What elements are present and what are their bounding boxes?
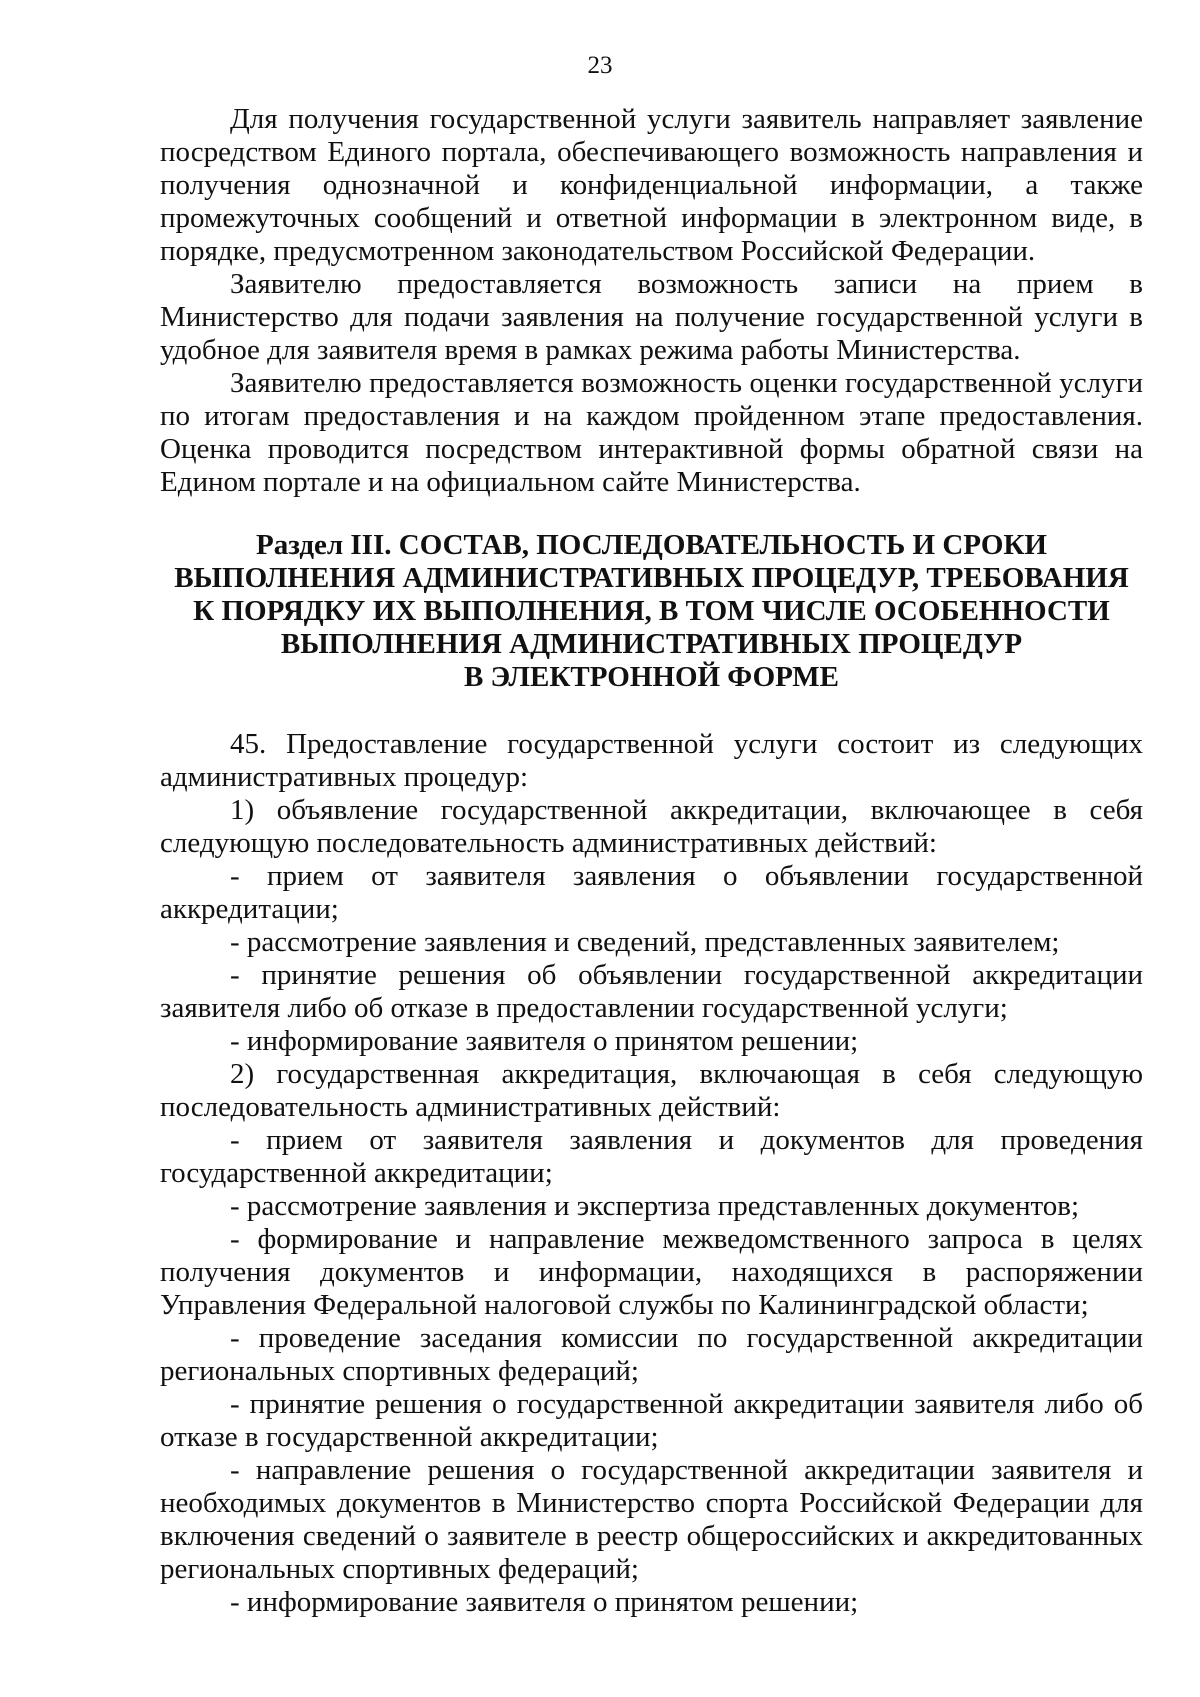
list-item-action: - рассмотрение заявления и экспертиза представленных документов; xyxy=(230,1190,1080,1222)
list-item-action: - принятие решения об объявлении государственной аккредитации заявителя либо об отказе в предоставлении государственной услуги; xyxy=(160,959,1143,1024)
document-body xyxy=(160,103,1143,1619)
section-heading-line: ВЫПОЛНЕНИЯ АДМИНИСТРАТИВНЫХ ПРОЦЕДУР, ТРЕБОВАНИЯ xyxy=(174,562,1129,594)
section-heading xyxy=(160,529,1143,694)
list-item-action: - прием от заявителя заявления о объявлении государственной аккредитации; xyxy=(160,860,1143,925)
list-item-action: - информирование заявителя о принятом решении; xyxy=(230,1586,859,1618)
list-item-action: - прием от заявителя заявления и документов для проведения государственной аккредитации; xyxy=(160,1124,1143,1189)
list-item-action: - формирование и направление межведомственного запроса в целях получения документов и информации, находящихся в распоряжении Управления Федеральной налоговой службы по Калининградской области; xyxy=(160,1223,1143,1321)
list-item-action: - принятие решения о государственной аккредитации заявителя либо об отказе в государственной аккредитации; xyxy=(160,1388,1143,1453)
list-item-action: - информирование заявителя о принятом решении; xyxy=(230,1025,859,1057)
paragraph-appointment-booking: Заявителю предоставляется возможность записи на прием в Министерство для подачи заявления на получение государственной услуги в удобное для заявителя время в рамках режима работы Министерства. xyxy=(160,268,1143,366)
section-heading-line: ВЫПОЛНЕНИЯ АДМИНИСТРАТИВНЫХ ПРОЦЕДУР xyxy=(280,628,1023,660)
section-heading-line: К ПОРЯДКУ ИХ ВЫПОЛНЕНИЯ, В ТОМ ЧИСЛЕ ОСОБЕННОСТИ xyxy=(193,595,1110,627)
paragraph-submission-via-portal: Для получения государственной услуги заявитель направляет заявление посредством Единого портала, обеспечивающего возможность направления и получения однозначной и конфиденциальной информации, а также промежуточных сообщений и ответной информации в электронном виде, в порядке, предусмотренном законодательством Российской Федерации. xyxy=(160,103,1143,267)
paragraph-item-45: 45. Предоставление государственной услуги состоит из следующих административных процедур: xyxy=(160,728,1143,793)
section-heading-line: В ЭЛЕКТРОННОЙ ФОРМЕ xyxy=(463,661,840,693)
section-heading-line: Раздел III. СОСТАВ, ПОСЛЕДОВАТЕЛЬНОСТЬ И СРОКИ xyxy=(255,529,1047,561)
page-number: 23 xyxy=(587,52,613,79)
list-item-procedure-2: 2) государственная аккредитация, включающая в себя следующую последовательность административных действий: xyxy=(160,1058,1143,1123)
paragraph-service-evaluation: Заявителю предоставляется возможность оценки государственной услуги по итогам предоставления и на каждом пройденном этапе предоставления. Оценка проводится посредством интерактивной формы обратной связи на Едином портале и на официальном сайте Министерства. xyxy=(160,367,1143,498)
list-item-action: - проведение заседания комиссии по государственной аккредитации региональных спортивных федераций; xyxy=(160,1322,1143,1387)
list-item-action: - направление решения о государственной аккредитации заявителя и необходимых документов в Министерство спорта Российской Федерации для включения сведений о заявителе в реестр общероссийских и аккредитованных региональных спортивных федераций; xyxy=(160,1454,1143,1585)
list-item-procedure-1: 1) объявление государственной аккредитации, включающее в себя следующую последовательность административных действий: xyxy=(160,794,1143,859)
list-item-action: - рассмотрение заявления и сведений, представленных заявителем; xyxy=(230,926,1060,958)
